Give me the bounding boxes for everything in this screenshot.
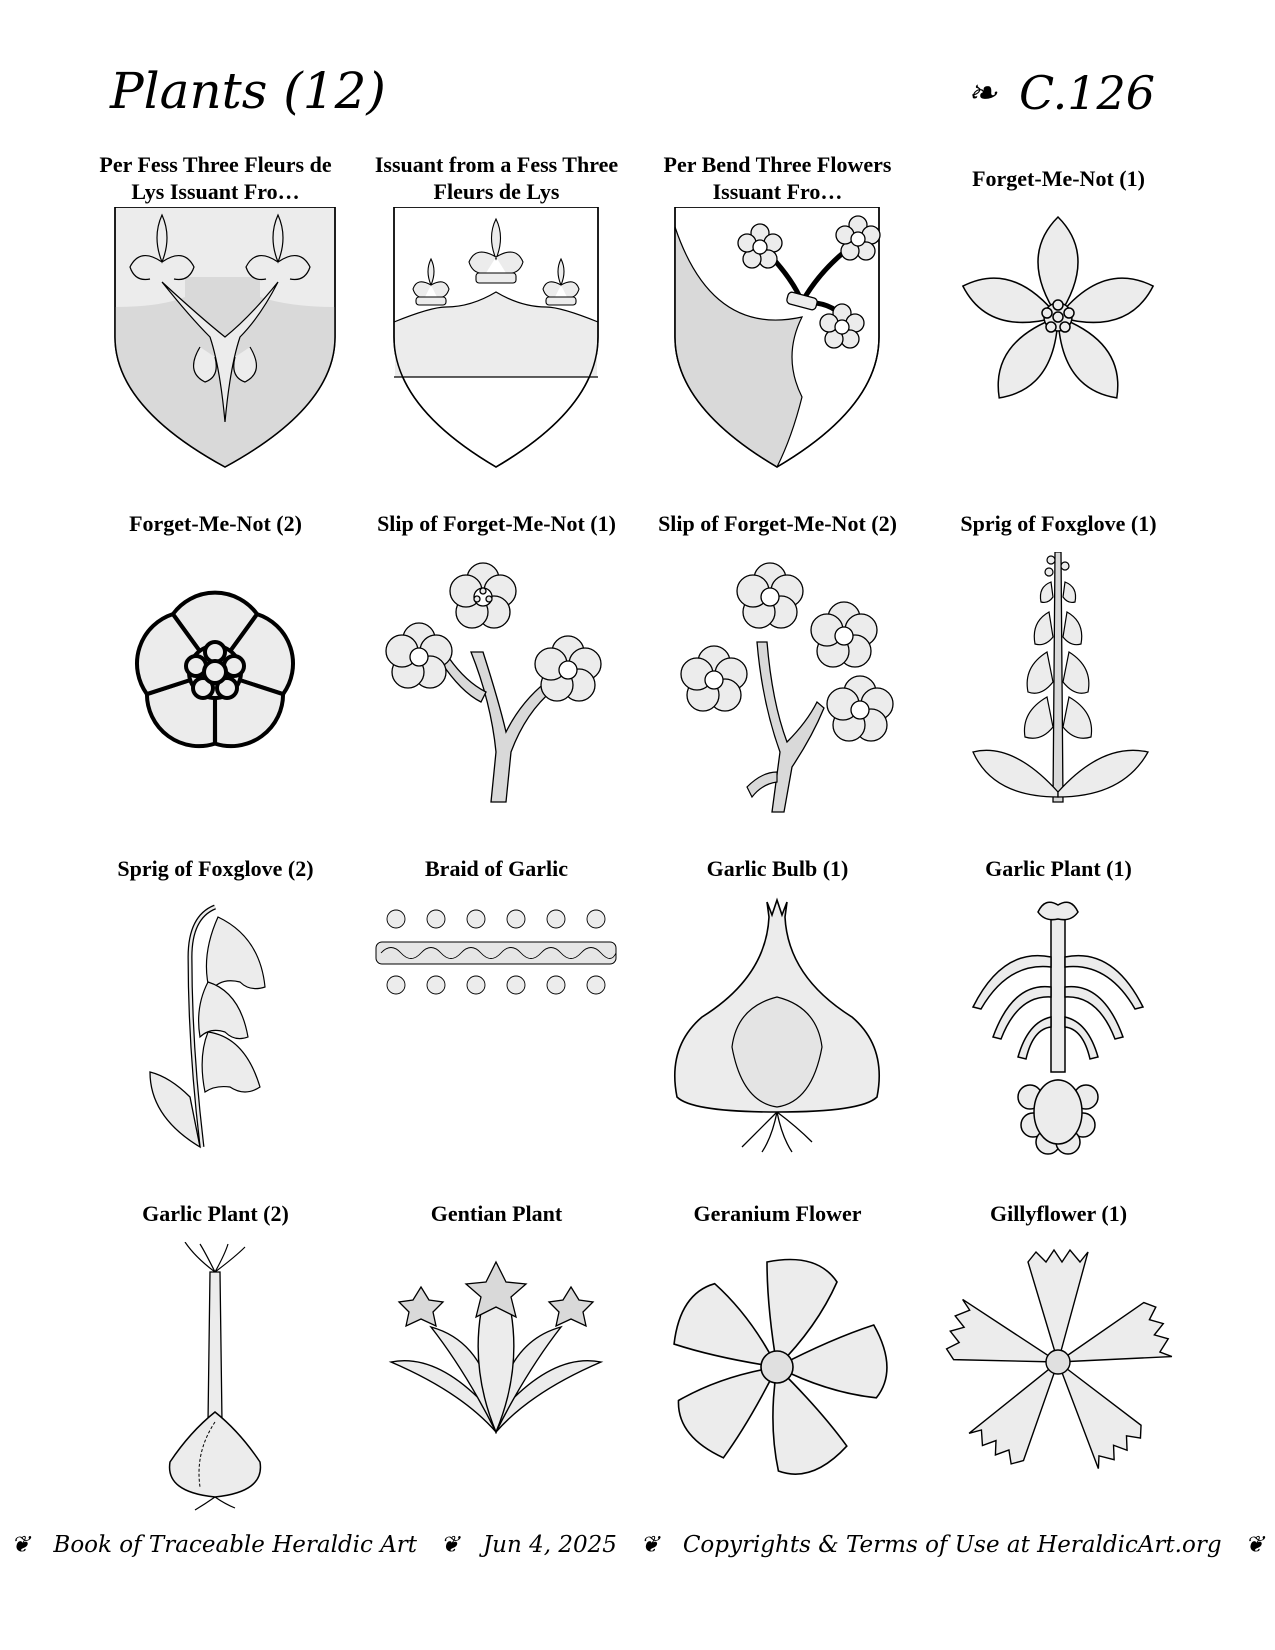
art-tile[interactable] xyxy=(356,145,637,490)
tile-caption: Geranium Flower xyxy=(693,1200,862,1226)
fleuron-icon: ❦ xyxy=(440,1532,460,1558)
art-tile[interactable] xyxy=(637,145,918,490)
fess-fleurs-shield-icon xyxy=(371,207,621,477)
tile-caption: Per Bend Three Flowers Issuant Fro… xyxy=(663,152,892,204)
footer-date: Jun 4, 2025 xyxy=(482,1532,617,1558)
fleuron-icon: ❦ xyxy=(10,1532,31,1558)
foxglove-sprig-2-icon xyxy=(90,897,340,1167)
garlic-bulb-icon xyxy=(652,897,902,1167)
art-tile[interactable] xyxy=(918,835,1199,1180)
tile-caption: Garlic Bulb (1) xyxy=(706,855,849,881)
art-tile[interactable] xyxy=(75,145,356,490)
art-tile[interactable] xyxy=(918,1180,1199,1525)
foxglove-sprig-icon xyxy=(933,552,1183,822)
art-tile[interactable] xyxy=(637,490,918,835)
art-tile[interactable] xyxy=(918,490,1199,835)
tile-caption: Per Fess Three Fleurs de Lys Issuant Fro… xyxy=(99,152,332,204)
art-grid xyxy=(75,145,1200,1525)
tile-caption: Garlic Plant (1) xyxy=(985,855,1132,881)
art-tile[interactable] xyxy=(356,490,637,835)
tile-caption: Slip of Forget-Me-Not (2) xyxy=(658,510,897,536)
footer-book-title: Book of Traceable Heraldic Art xyxy=(53,1532,418,1558)
art-tile[interactable] xyxy=(356,835,637,1180)
page-title: Plants (12) xyxy=(110,62,386,120)
art-tile[interactable] xyxy=(75,1180,356,1525)
art-tile[interactable] xyxy=(637,1180,918,1525)
art-tile[interactable] xyxy=(918,145,1199,490)
art-tile[interactable] xyxy=(75,490,356,835)
fleuron-icon: ❦ xyxy=(640,1532,660,1558)
tile-caption: Sprig of Foxglove (2) xyxy=(117,855,314,881)
page-code xyxy=(967,66,1155,120)
tile-caption: Sprig of Foxglove (1) xyxy=(960,510,1157,536)
tile-caption: Forget-Me-Not (1) xyxy=(972,165,1145,191)
tile-caption: Issuant from a Fess Three Fleurs de Lys xyxy=(374,152,619,204)
garlic-braid-icon xyxy=(371,897,621,1167)
gillyflower-icon xyxy=(933,1242,1183,1512)
garlic-plant-icon xyxy=(933,897,1183,1167)
leaf-ornament-icon: ❧ xyxy=(966,72,998,114)
per-bend-flowers-shield-icon xyxy=(652,207,902,477)
tile-caption: Gentian Plant xyxy=(430,1200,563,1226)
geranium-flower-icon xyxy=(652,1242,902,1512)
tile-caption: Slip of Forget-Me-Not (1) xyxy=(377,510,616,536)
garlic-plant-2-icon xyxy=(90,1242,340,1512)
page-footer xyxy=(0,1532,1275,1558)
tile-caption: Forget-Me-Not (2) xyxy=(129,510,302,536)
forget-me-not-bold-icon xyxy=(90,552,340,822)
footer-copyright: Copyrights & Terms of Use at HeraldicArt.org xyxy=(682,1532,1222,1558)
per-fess-fleurs-shield-icon xyxy=(90,207,340,477)
slip-forget-me-not-2-icon xyxy=(652,552,902,822)
tile-caption: Garlic Plant (2) xyxy=(142,1200,289,1226)
art-tile[interactable] xyxy=(75,835,356,1180)
page-code-label: C.126 xyxy=(1019,66,1155,120)
fleuron-icon: ❦ xyxy=(1244,1532,1265,1558)
art-tile[interactable] xyxy=(356,1180,637,1525)
gentian-plant-icon xyxy=(371,1242,621,1512)
forget-me-not-icon xyxy=(933,207,1183,477)
slip-forget-me-not-icon xyxy=(371,552,621,822)
tile-caption: Braid of Garlic xyxy=(425,855,568,881)
tile-caption: Gillyflower (1) xyxy=(989,1200,1128,1226)
art-tile[interactable] xyxy=(637,835,918,1180)
